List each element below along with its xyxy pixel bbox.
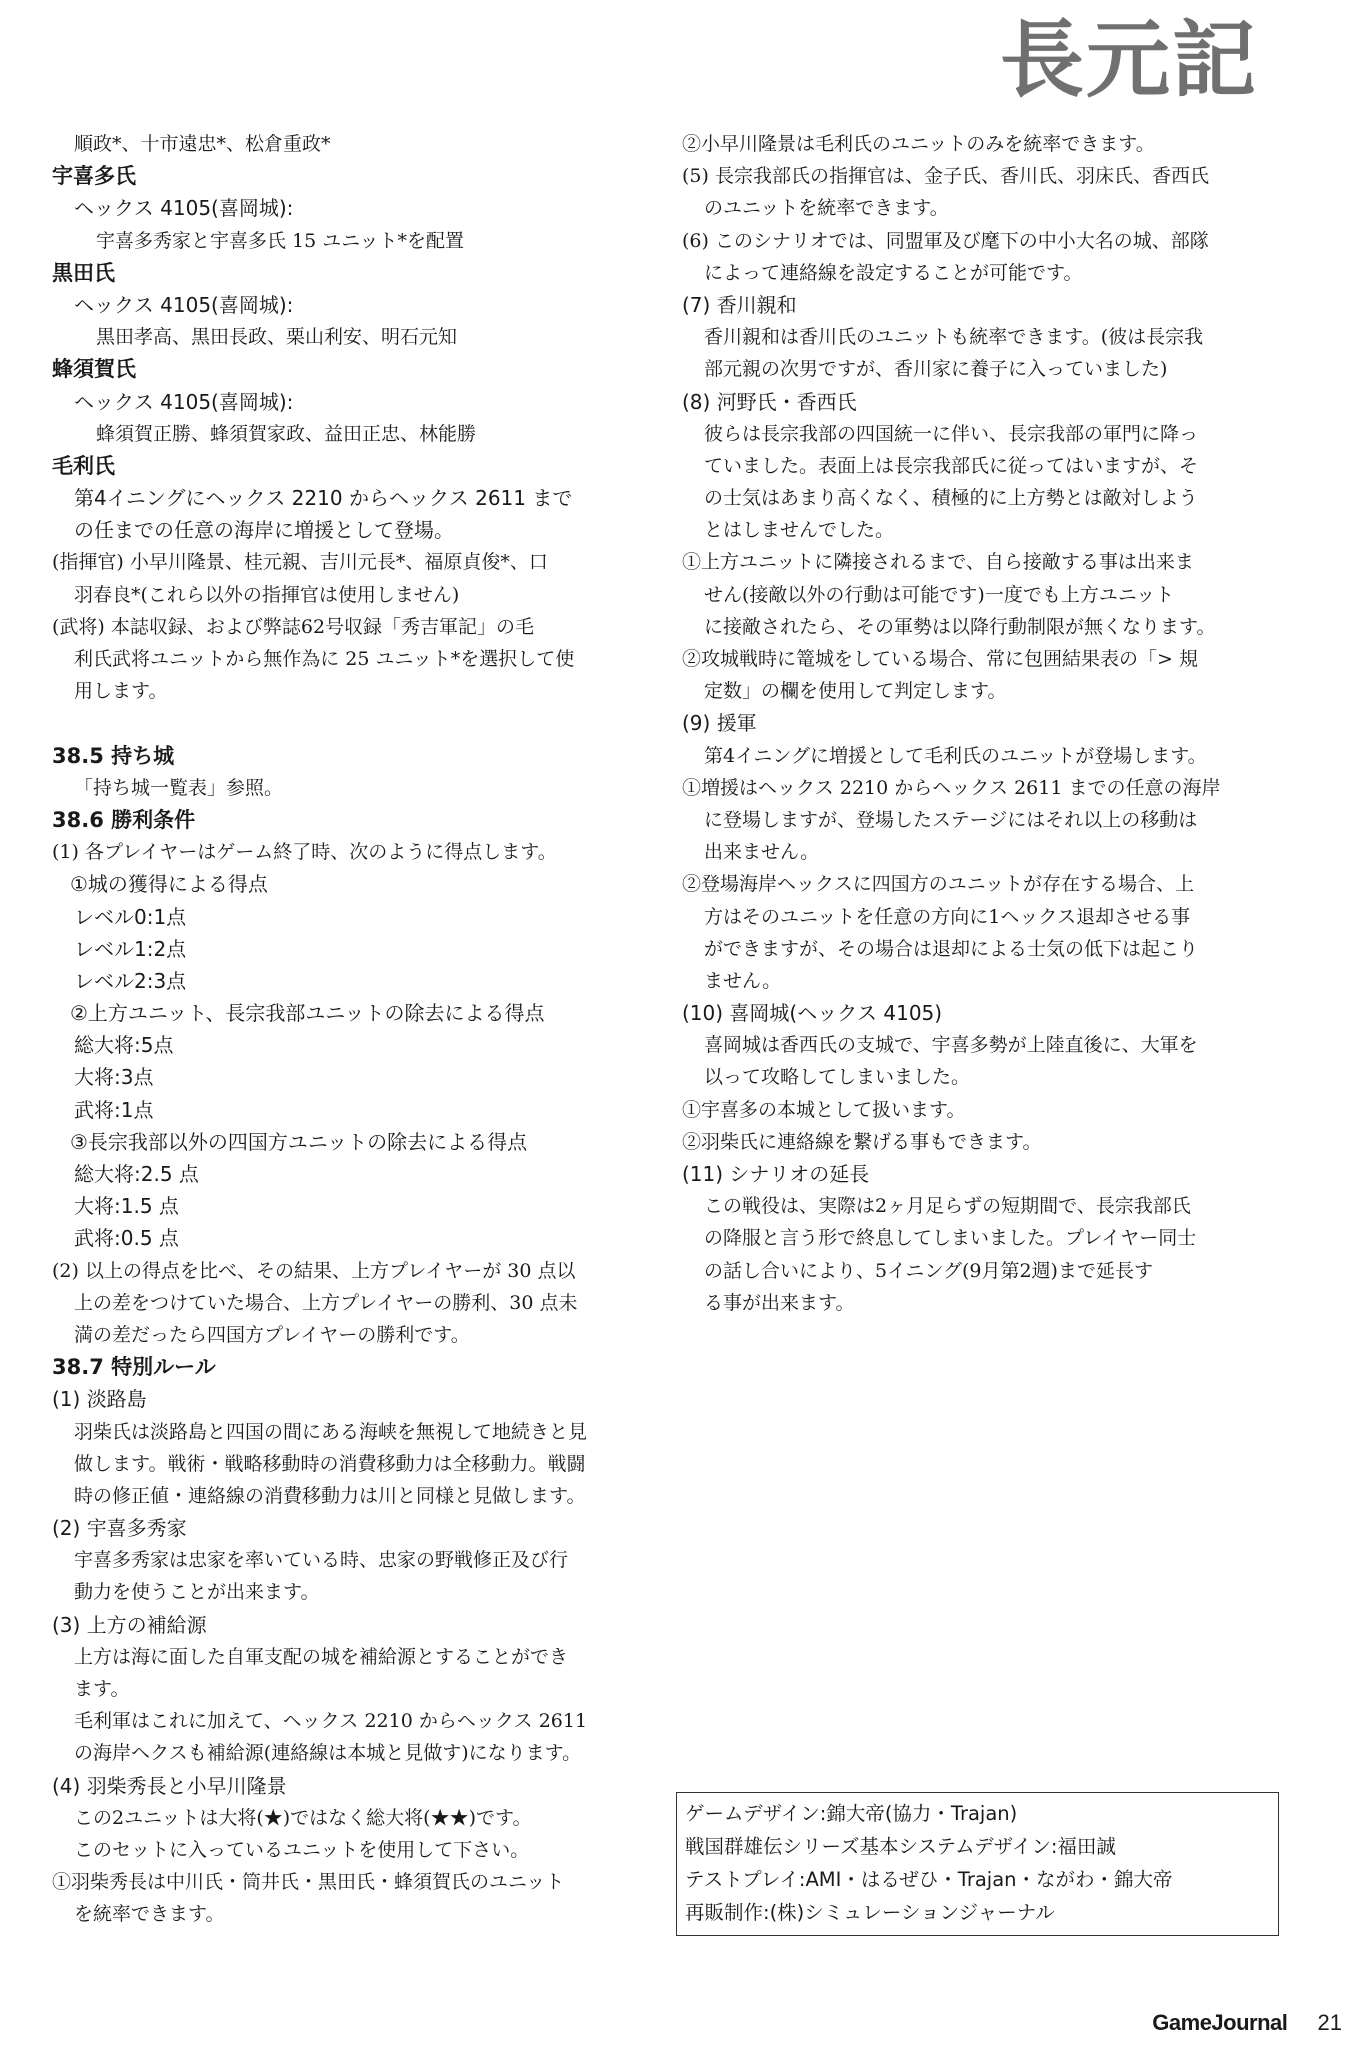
left-column-spacer [52, 707, 662, 739]
left-column-text-line: (4) 羽柴秀長と小早川隆景 [52, 1773, 287, 1798]
left-column-text-line: 武将:0.5 点 [74, 1226, 179, 1251]
right-column-text-line: 以って攻略してしまいました。 [704, 1066, 971, 1089]
right-column-text-line: のユニットを統率できます。 [704, 197, 949, 220]
left-column-text-line: ①羽柴秀長は中川氏・筒井氏・黒田氏・蜂須賀氏のユニット [52, 1871, 565, 1894]
left-column-text-line: 総大将:5点 [74, 1033, 174, 1058]
right-column-text-line: (8) 河野氏・香西氏 [682, 389, 857, 414]
left-column-text-line: 蜂須賀正勝、蜂須賀家政、益田正忠、林能勝 [96, 422, 477, 445]
right-column-text-line: 香川親和は香川氏のユニットも統率できます。(彼は長宗我 [704, 326, 1204, 349]
credit-reprint: 再販制作:(株)シミュレーションジャーナル [685, 1901, 1055, 1924]
page-number: 21 [1317, 2010, 1342, 2035]
page-title: 長元記 [999, 11, 1258, 109]
left-column-text-line: ③長宗我部以外の四国方ユニットの除去による得点 [70, 1129, 528, 1154]
left-column-text-line: (1) 各プレイヤーはゲーム終了時、次のように得点します。 [52, 841, 557, 864]
right-column-text-line: に登場しますが、登場したステージにはそれ以上の移動は [704, 808, 1198, 831]
left-column-text-line: ②上方ユニット、長宗我部ユニットの除去による得点 [70, 1001, 545, 1026]
left-column-text-line: (3) 上方の補給源 [52, 1612, 207, 1637]
left-column-text-line: ヘックス 4105(喜岡城): [74, 196, 294, 221]
left-column-text-line: を統率できます。 [74, 1903, 225, 1926]
right-column-text-line: ②羽柴氏に連絡線を繋げる事もできます。 [682, 1130, 1042, 1153]
right-column-text-line: この戦役は、実際は2ヶ月足らずの短期間で、長宗我部氏 [704, 1195, 1191, 1218]
left-column-text-line: 上方は海に面した自軍支配の城を補給源とすることができ [74, 1645, 569, 1668]
left-column-text-line: の任までの任意の海岸に増援として登場。 [74, 518, 454, 543]
left-column-text-line: 做します。戦術・戦略移動時の消費移動力は全移動力。戦闘 [74, 1452, 586, 1475]
right-column-text-line: 喜岡城は香西氏の支城で、宇喜多勢が上陸直後に、大軍を [704, 1034, 1198, 1057]
left-column-text-line: 羽柴氏は淡路島と四国の間にある海峡を無視して地続きと見 [74, 1420, 588, 1443]
left-column-heading: 黒田氏 [52, 260, 115, 285]
right-column-text-line: ていました。表面上は長宗我部氏に従ってはいますが、そ [704, 454, 1199, 477]
right-column-text-line: に接敵されたら、その軍勢は以降行動制限が無くなります。 [704, 615, 1216, 638]
left-column-text-line: レベル2:3点 [74, 968, 187, 993]
left-column-text-line: このセットに入っているユニットを使用して下さい。 [74, 1838, 530, 1861]
right-column-text-line: (7) 香川親和 [682, 292, 797, 317]
right-column-text-line: ①上方ユニットに隣接されるまで、自ら接敵する事は出来ま [682, 551, 1194, 574]
left-column-text-line: 武将:1点 [74, 1097, 154, 1122]
right-column-text-line: せん(接敵以外の行動は可能です)一度でも上方ユニット [704, 583, 1175, 606]
left-column-heading: 蜂須賀氏 [52, 357, 136, 382]
right-column-text-line: によって連絡線を設定することが可能です。 [704, 261, 1083, 284]
right-column-text-line: ②登場海岸ヘックスに四国方のユニットが存在する場合、上 [682, 873, 1195, 896]
left-column-text-line: 大将:3点 [74, 1065, 154, 1090]
left-column-text-line: 利氏武将ユニットから無作為に 25 ユニット*を選択して使 [74, 648, 575, 670]
left-column-text-line: 順政*、十市遠忠*、松倉重政* [74, 133, 331, 155]
left-column-text-line: ヘックス 4105(喜岡城): [74, 389, 294, 414]
left-column-text-line: 動力を使うことが出来ます。 [74, 1581, 320, 1604]
right-column-text-line: の降服と言う形で終息してしまいました。プレイヤー同士 [704, 1227, 1197, 1250]
right-column-text-line: ②攻城戦時に篭城をしている場合、常に包囲結果表の「> 規 [682, 648, 1198, 670]
left-column-text-line: 宇喜多秀家は忠家を率いている時、忠家の野戦修正及び行 [74, 1549, 569, 1572]
page-footer [1152, 2010, 1342, 2036]
left-column-text-line: 総大将:2.5 点 [74, 1162, 199, 1186]
right-column-text-line: (9) 援軍 [682, 711, 757, 736]
left-column-heading: 宇喜多氏 [52, 164, 136, 189]
left-column-text-line: の海岸ヘクスも補給源(連絡線は本城と見做す)になります。 [74, 1742, 582, 1765]
right-column-text-line: (6) このシナリオでは、同盟軍及び麾下の中小大名の城、部隊 [682, 229, 1209, 252]
left-column-text-line: (武将) 本誌収録、および弊誌62号収録「秀吉軍記」の毛 [52, 615, 535, 638]
right-column-text-line: 定数」の欄を使用して判定します。 [704, 680, 1007, 703]
left-column-heading: 38.5 持ち城 [52, 743, 175, 768]
right-column-text-line: ができますが、その場合は退却による士気の低下は起こり [704, 937, 1199, 960]
left-column-text-line: 用します。 [74, 680, 168, 703]
left-column-heading: 毛利氏 [52, 453, 115, 478]
credit-system-design: 戦国群雄伝シリーズ基本システムデザイン:福田誠 [685, 1835, 1116, 1858]
right-column-text-line: 部元親の次男ですが、香川家に養子に入っていました) [704, 358, 1168, 381]
left-column-text-line: (指揮官) 小早川隆景、桂元親、吉川元長*、福原貞俊*、口 [52, 551, 548, 574]
right-column-text-line: (10) 喜岡城(ヘックス 4105) [682, 1001, 943, 1026]
left-column-text-line: この2ユニットは大将(★)ではなく総大将(★★)です。 [74, 1806, 532, 1829]
left-column-text-line: 羽春良*(これら以外の指揮官は使用しません) [74, 583, 460, 606]
right-column-text-line: ません。 [704, 969, 782, 992]
right-column-text-line: ②小早川隆景は毛利氏のユニットのみを統率できます。 [682, 133, 1155, 155]
magazine-logo: GameJournal [1152, 2010, 1288, 2035]
left-column-text-line: 宇喜多秀家と宇喜多氏 15 ユニット*を配置 [96, 229, 464, 252]
left-column-text-line: 上の差をつけていた場合、上方プレイヤーの勝利、30 点未 [74, 1291, 578, 1314]
credits-box [676, 1792, 1279, 1936]
left-column-text-line: レベル1:2点 [74, 936, 187, 961]
left-column-text-line: 大将:1.5 点 [74, 1194, 179, 1219]
right-column-text-line: とはしませんでした。 [704, 519, 895, 542]
credit-test-play: テストプレイ:AMI・はるぜひ・Trajan・ながわ・錦大帝 [685, 1868, 1173, 1891]
left-column-text-line: 黒田孝高、黒田長政、栗山利安、明石元知 [96, 326, 458, 349]
credit-game-design: ゲームデザイン:錦大帝(協力・Trajan) [685, 1802, 1018, 1825]
left-column-text-line: 第4イニングにヘックス 2210 からヘックス 2611 まで [74, 486, 573, 511]
left-column-text-line: ヘックス 4105(喜岡城): [74, 292, 294, 317]
right-column [682, 128, 1282, 1319]
right-column-text-line: 出来ません。 [704, 841, 820, 864]
left-column-text-line: 「持ち城一覧表」参照。 [74, 776, 284, 799]
left-column [52, 128, 662, 1931]
left-column-text-line: (2) 以上の得点を比べ、その結果、上方プレイヤーが 30 点以 [52, 1259, 576, 1282]
left-column-heading: 38.7 特別ルール [52, 1355, 216, 1380]
left-column-text-line: (2) 宇喜多秀家 [52, 1516, 187, 1541]
right-column-text-line: の話し合いにより、5イニング(9月第2週)まで延長す [704, 1259, 1153, 1282]
right-column-text-line: 方はそのユニットを任意の方向に1ヘックス退却させる事 [704, 905, 1191, 928]
left-column-heading: 38.6 勝利条件 [52, 807, 196, 832]
right-column-text-line: 彼らは長宗我部の四国統一に伴い、長宗我部の軍門に降っ [704, 422, 1199, 445]
right-column-text-line: の士気はあまり高くなく、積極的に上方勢とは敵対しよう [704, 487, 1198, 510]
right-column-text-line: 第4イニングに増援として毛利氏のユニットが登場します。 [704, 744, 1207, 767]
left-column-text-line: (1) 淡路島 [52, 1387, 147, 1412]
right-column-text-line: る事が出来ます。 [704, 1291, 855, 1314]
left-column-text-line: レベル0:1点 [74, 904, 187, 929]
right-column-text-line: ①宇喜多の本城として扱います。 [682, 1098, 966, 1121]
right-column-text-line: (5) 長宗我部氏の指揮官は、金子氏、香川氏、羽床氏、香西氏 [682, 165, 1209, 188]
right-column-text-line: ①増援はヘックス 2210 からヘックス 2611 までの任意の海岸 [682, 776, 1221, 799]
left-column-text-line: 時の修正値・連絡線の消費移動力は川と同様と見做します。 [74, 1484, 586, 1507]
right-column-text-line: (11) シナリオの延長 [682, 1162, 870, 1186]
left-column-text-line: 毛利軍はこれに加えて、ヘックス 2210 からヘックス 2611 [74, 1710, 588, 1733]
left-column-text-line: ①城の獲得による得点 [70, 872, 268, 897]
left-column-text-line: ます。 [74, 1678, 130, 1700]
left-column-text-line: 満の差だったら四国方プレイヤーの勝利です。 [74, 1323, 470, 1346]
